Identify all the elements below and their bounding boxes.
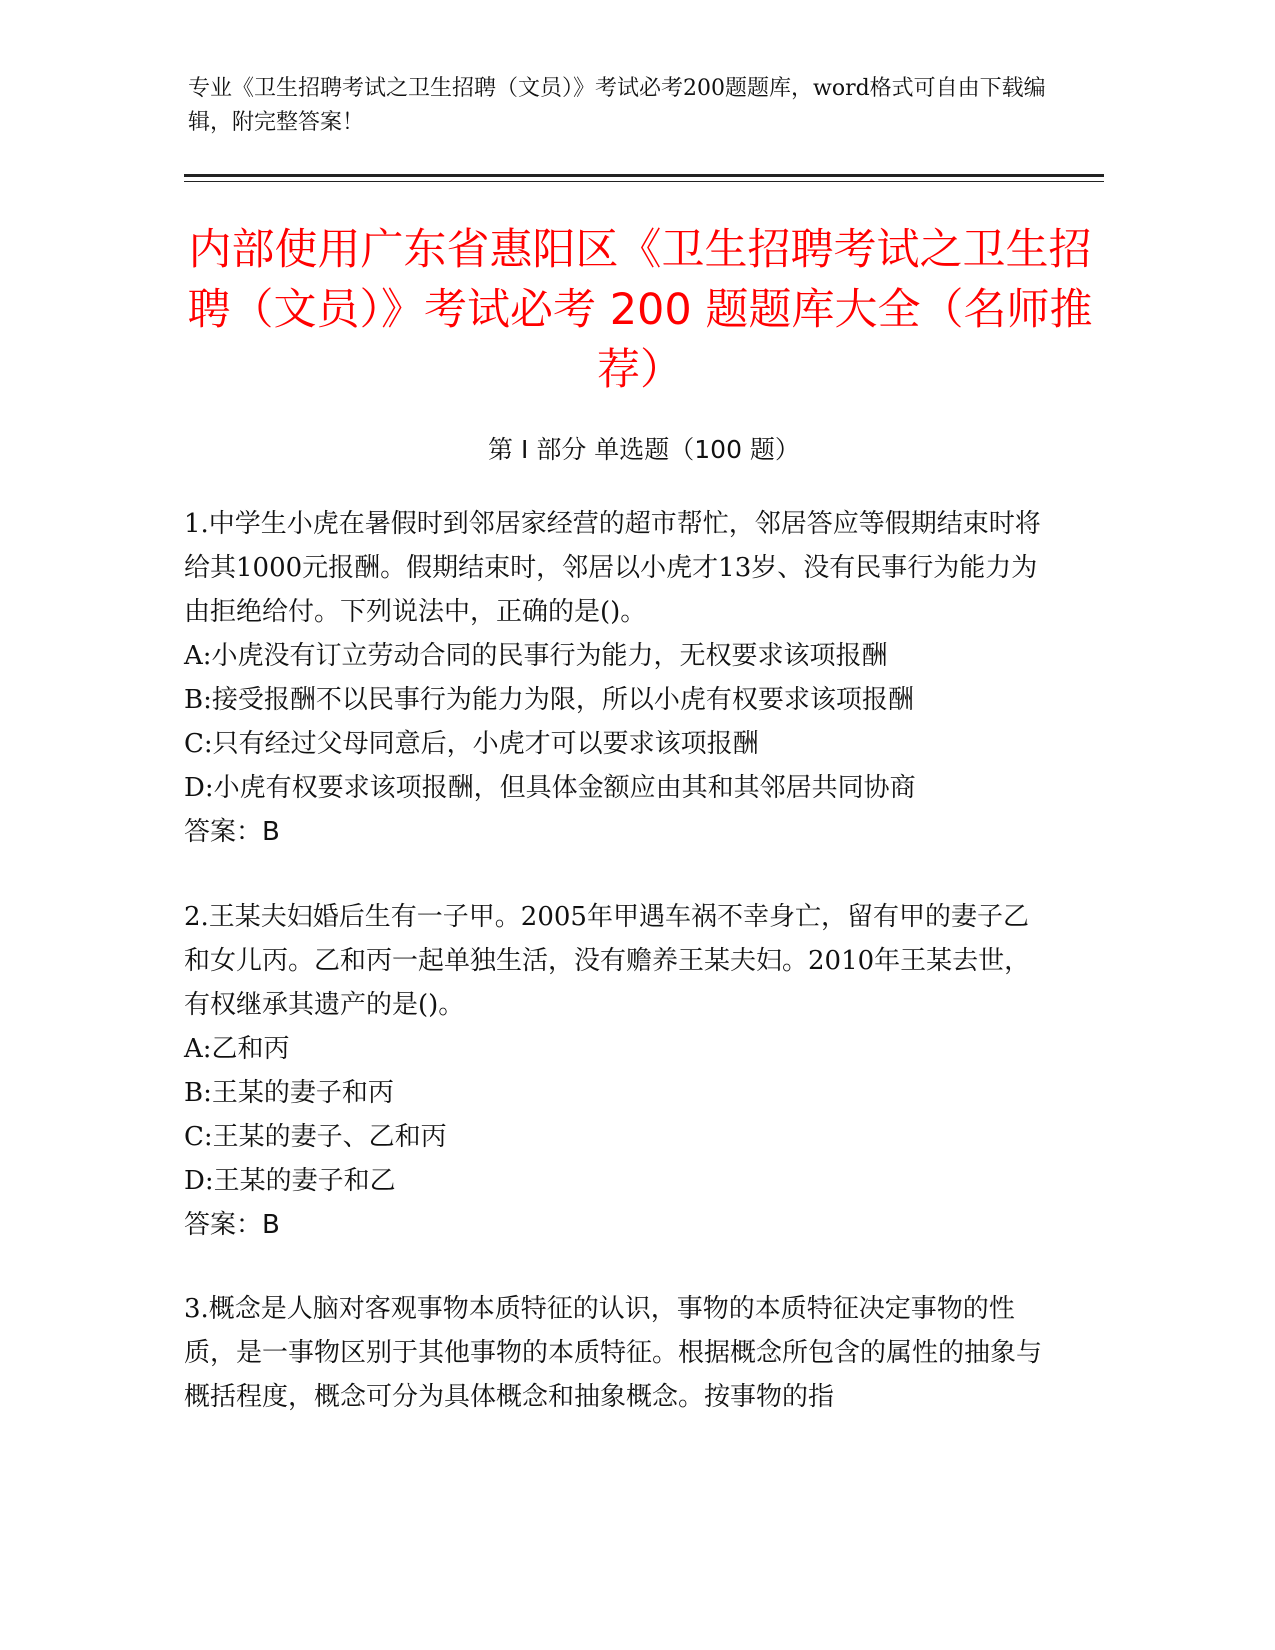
option-d: D:王某的妻子和乙 — [184, 1166, 396, 1196]
question-stem: 1.中学生小虎在暑假时到邻居家经营的超市帮忙，邻居答应等假期结束时将给其1000元报酬。假期结束时，邻居以小虎才13岁、没有民事行为能力为由拒绝给付。下列说法中，正确的是()。 — [184, 509, 1041, 627]
option-d: D:小虎有权要求该项报酬，但具体金额应由其和其邻居共同协商 — [184, 773, 916, 803]
option-c: C:王某的妻子、乙和丙 — [184, 1122, 447, 1152]
question-stem: 2.王某夫妇婚后生有一子甲。2005年甲遇车祸不幸身亡，留有甲的妻子乙和女儿丙。乙和丙一起单独生活，没有赡养王某夫妇。2010年王某去世，有权继承其遗产的是()。 — [184, 902, 1031, 1020]
header-note: 专业《卫生招聘考试之卫生招聘（文员）》考试必考200题题库，word格式可自由下载编辑，附完整答案！ — [188, 76, 1046, 135]
header-rule-thick — [184, 174, 1104, 177]
option-c: C:只有经过父母同意后，小虎才可以要求该项报酬 — [184, 729, 759, 759]
option-a: A:乙和丙 — [184, 1034, 290, 1064]
document-title: 内部使用广东省惠阳区《卫生招聘考试之卫生招聘（文员）》考试必考 200 题题库大全（名师推荐） — [187, 225, 1093, 395]
header-rule-thin — [184, 181, 1104, 182]
section-title: 第 I 部分 单选题（100 题） — [488, 435, 800, 464]
option-b: B:王某的妻子和丙 — [184, 1078, 394, 1108]
question-stem: 3.概念是人脑对客观事物本质特征的认识，事物的本质特征决定事物的性质，是一事物区别于其他事物的本质特征。根据概念所包含的属性的抽象与概括程度，概念可分为具体概念和抽象概念。按事物的指 — [184, 1294, 1043, 1412]
question-3 — [184, 1287, 1044, 1419]
answer: 答案：B — [184, 1210, 280, 1240]
answer: 答案：B — [184, 817, 280, 847]
option-b: B:接受报酬不以民事行为能力为限，所以小虎有权要求该项报酬 — [184, 685, 914, 715]
question-2 — [184, 895, 1044, 1247]
question-1 — [184, 502, 1044, 854]
option-a: A:小虎没有订立劳动合同的民事行为能力，无权要求该项报酬 — [184, 641, 888, 671]
